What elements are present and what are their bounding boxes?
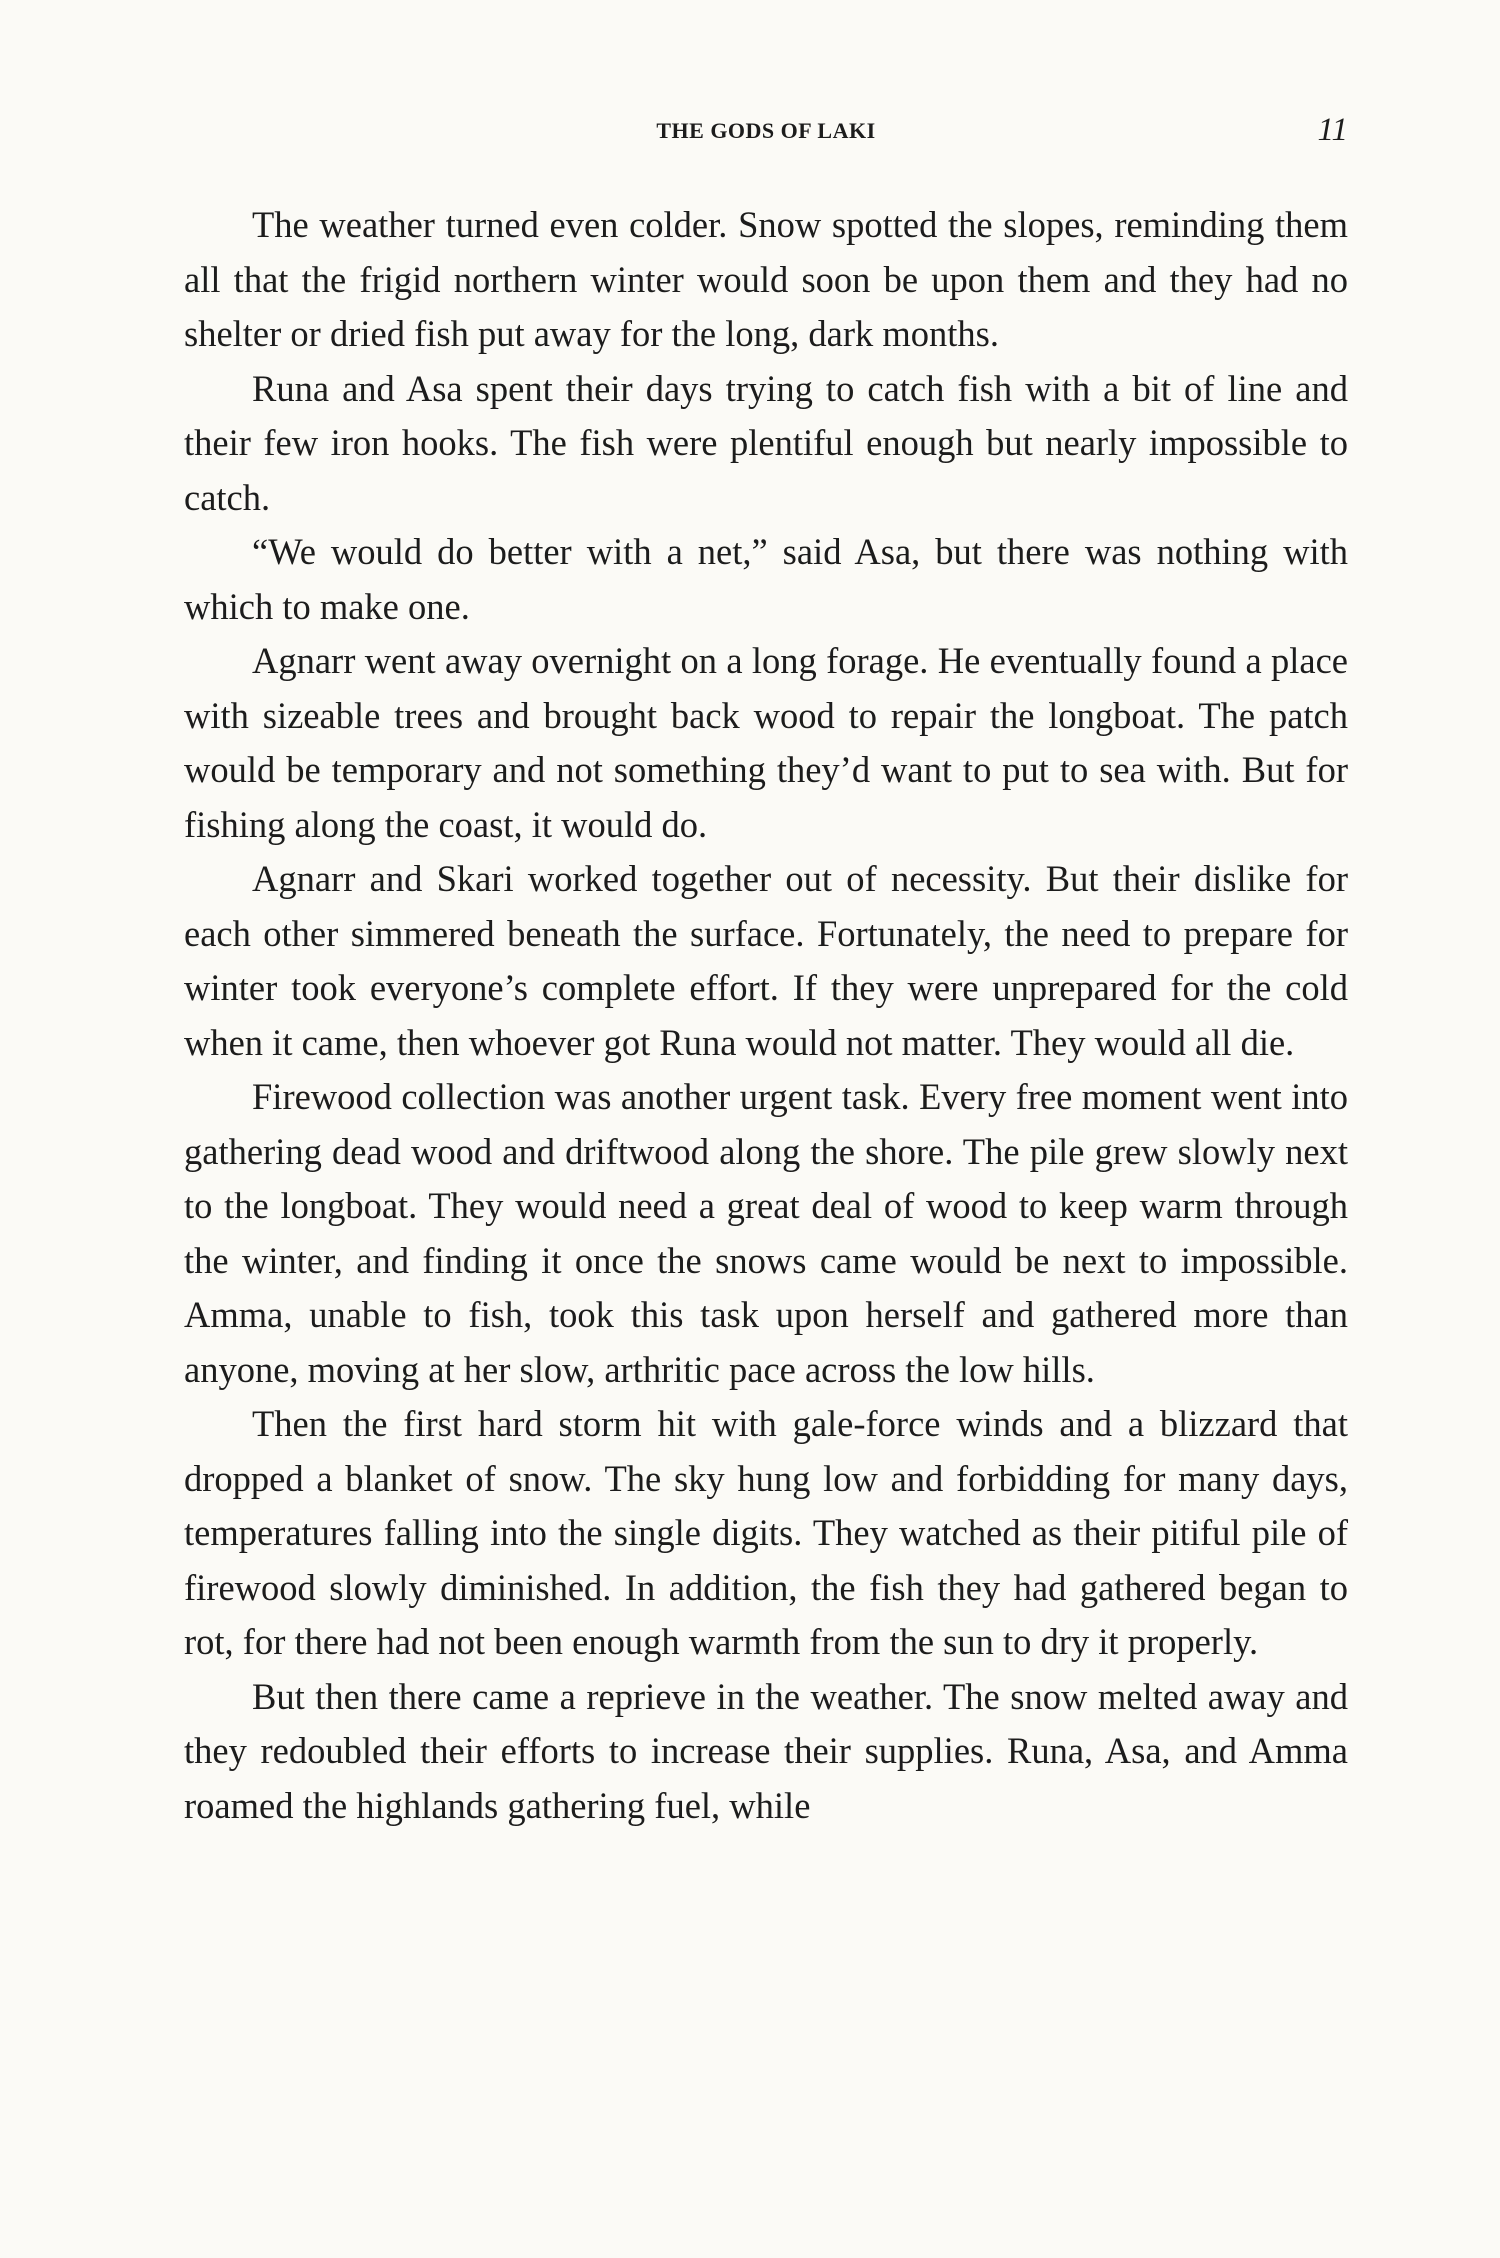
paragraph: “We would do better with a net,” said Asa, but there was nothing with which to make one.: [184, 531, 1348, 627]
running-title: THE GODS OF LAKI: [656, 118, 876, 143]
paragraph: The weather turned even colder. Snow spotted the slopes, reminding them all that the frigid northern winter would soon be upon them and they had no shelter or dried fish put away for the long, dark months.: [184, 204, 1348, 354]
paragraph: Then the first hard storm hit with gale-force winds and a blizzard that dropped a blanket of snow. The sky hung low and forbidding for many days, temperatures falling into the single digits. They watched as their pitiful pile of firewood slowly diminished. In addition, the fish they had gathered began to rot, for there had not been enough warmth from the sun to dry it properly.: [184, 1403, 1348, 1662]
paragraph: Firewood collection was another urgent task. Every free moment went into gathering dead wood and driftwood along the shore. The pile grew slowly next to the longboat. They would need a great deal of wood to keep warm through the winter, and finding it once the snows came would be next to impossible. Amma, unable to fish, took this task upon herself and gathered more than anyone, moving at her slow, arthritic pace across the low hills.: [184, 1076, 1348, 1390]
paragraph: But then there came a reprieve in the weather. The snow melted away and they redoubled their efforts to increase their supplies. Runa, Asa, and Amma roamed the highlands gathering fuel, while: [184, 1675, 1348, 1826]
running-head: [184, 112, 1348, 156]
body-text: [184, 198, 1348, 1833]
paragraph: Runa and Asa spent their days trying to catch fish with a bit of line and their few iron hooks. The fish were plentiful enough but nearly impossible to catch.: [184, 367, 1348, 518]
paragraph: Agnarr went away overnight on a long forage. He eventually found a place with sizeable trees and brought back wood to repair the longboat. The patch would be temporary and not something they’d want to put to sea with. But for fishing along the coast, it would do.: [184, 640, 1348, 845]
page-number: 11: [1317, 112, 1348, 148]
paragraph: Agnarr and Skari worked together out of necessity. But their dislike for each other simmered beneath the surface. Fortunately, the need to prepare for winter took everyone’s complete effort. If they were unprepared for the cold when it came, then whoever got Runa would not matter. They would all die.: [184, 858, 1348, 1063]
